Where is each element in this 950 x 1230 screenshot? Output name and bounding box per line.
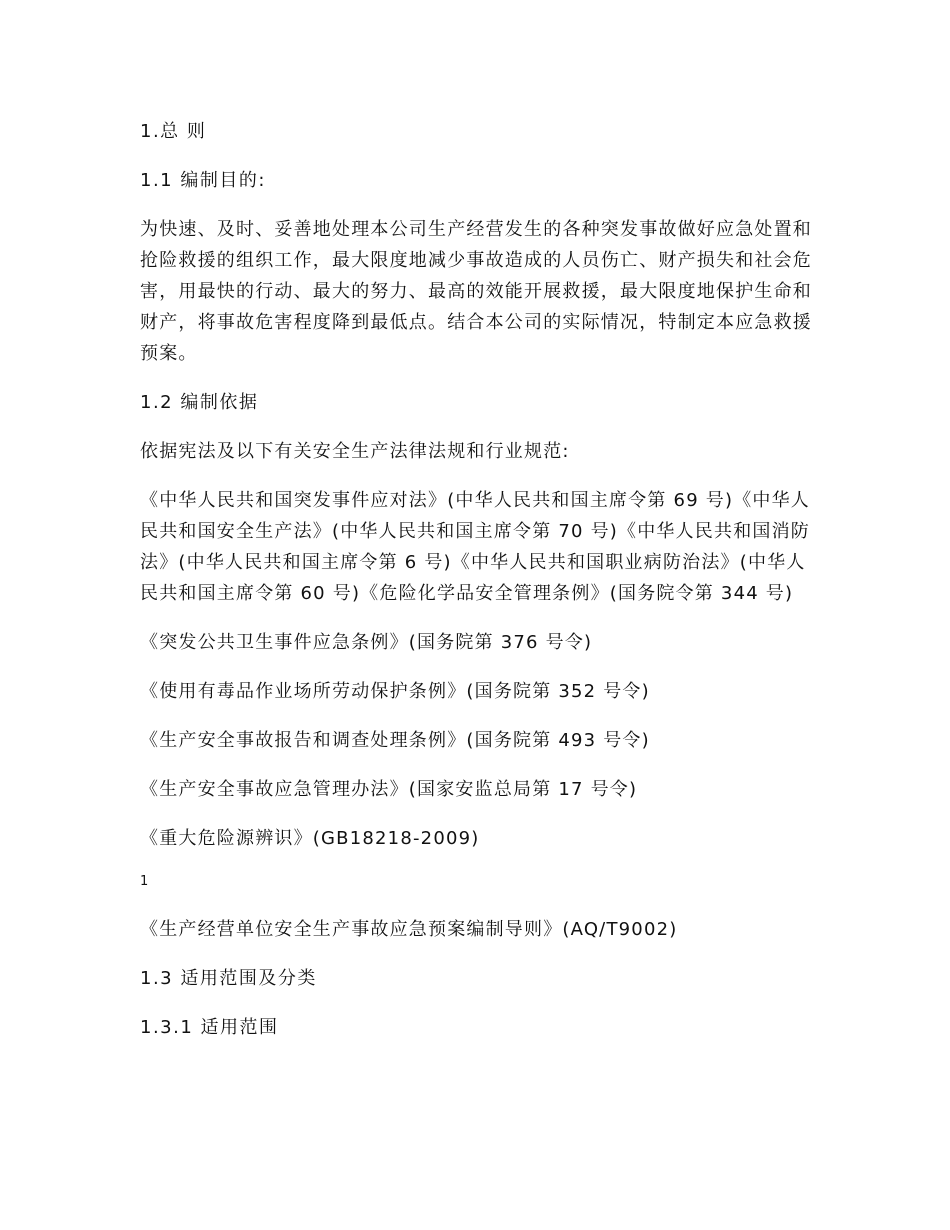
section-heading-purpose: 1.1 编制目的: xyxy=(140,170,266,191)
law-item-hazard-identification: 《重大危险源辨识》(GB18218-2009) xyxy=(140,828,480,849)
section-heading-scope: 1.3.1 适用范围 xyxy=(140,1017,279,1038)
law-list-paragraph: 《中华人民共和国突发事件应对法》(中华人民共和国主席令第 69 号)《中华人民共和国安全生产法》(中华人民共和国主席令第 70 号)《中华人民共和国消防法》(中华人民共和国主席令第 6 号)《中华人民共和国职业病防治法》(中华人民共和国主席令第 60 号)《危险化学品安全管理条例》(国务院令第 344 号) xyxy=(140,490,810,604)
section-heading-basis: 1.2 编制依据 xyxy=(140,392,259,413)
law-item-emergency-management: 《生产安全事故应急管理办法》(国家安监总局第 17 号令) xyxy=(140,779,638,800)
law-item-plan-guideline: 《生产经营单位安全生产事故应急预案编制导则》(AQ/T9002) xyxy=(140,919,678,940)
basis-intro: 依据宪法及以下有关安全生产法律法规和行业规范: xyxy=(140,441,570,462)
purpose-paragraph: 为快速、及时、妥善地处理本公司生产经营发生的各种突发事故做好应急处置和抢险救援的组织工作，最大限度地减少事故造成的人员伤亡、财产损失和社会危害，用最快的行动、最大的努力、最高的效能开展救援，最大限度地保护生命和财产，将事故危害程度降到最低点。结合本公司的实际情况，特制定本应急救援预案。 xyxy=(140,219,812,364)
section-heading-scope-classification: 1.3 适用范围及分类 xyxy=(140,968,317,989)
page-number: 1 xyxy=(140,874,149,889)
section-heading-general: 1.总 则 xyxy=(140,121,207,142)
law-item-accident-report: 《生产安全事故报告和调查处理条例》(国务院第 493 号令) xyxy=(140,730,650,751)
law-item-toxic-workplace: 《使用有毒品作业场所劳动保护条例》(国务院第 352 号令) xyxy=(140,681,650,702)
document-content xyxy=(140,116,815,1061)
law-item-public-health: 《突发公共卫生事件应急条例》(国务院第 376 号令) xyxy=(140,632,593,653)
